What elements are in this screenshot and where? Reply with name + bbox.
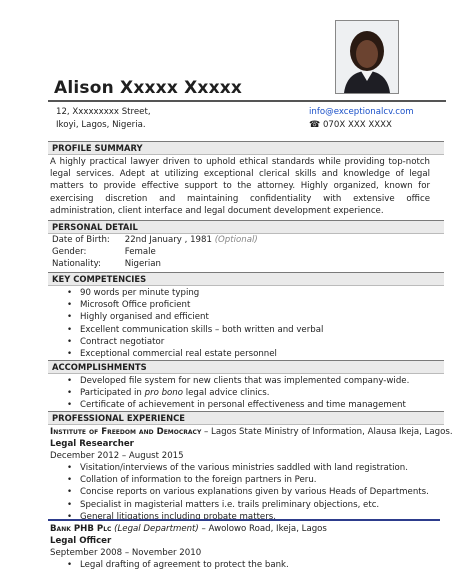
job1-dates: December 2012 – August 2015 bbox=[50, 451, 184, 461]
list-item: • Microsoft Office proficient bbox=[67, 300, 191, 311]
accomplishments-list bbox=[67, 375, 410, 412]
dob-value: 22nd January , 1981 bbox=[124, 235, 212, 245]
list-item: • Developed file system for new clients that was implemented company-wide. bbox=[67, 376, 410, 386]
section-heading-profile: PROFILE SUMMARY bbox=[48, 141, 444, 155]
address-line-2: Ikoyi, Lagos, Nigeria. bbox=[56, 120, 146, 130]
job-separator bbox=[48, 519, 440, 521]
job2-employer-line bbox=[50, 523, 327, 535]
job1-employer-line bbox=[50, 426, 453, 438]
list-item: • Excellent communication skills – both written and verbal bbox=[67, 324, 324, 335]
dob-row bbox=[52, 234, 258, 246]
address-line-1: 12, Xxxxxxxxx Street, bbox=[56, 107, 151, 117]
section-heading-experience: PROFESSIONAL EXPERIENCE bbox=[48, 411, 444, 425]
phone-number: 070X XXX XXXX bbox=[322, 120, 392, 130]
job2-dates: September 2008 – November 2010 bbox=[50, 548, 202, 558]
job2-employer: Bank PHB Plc bbox=[50, 524, 112, 534]
contact-block bbox=[309, 106, 414, 132]
address-block bbox=[56, 106, 151, 132]
job2-title: Legal Officer bbox=[50, 536, 112, 546]
job2-location: – Awolowo Road, Ikeja, Lagos bbox=[198, 524, 327, 534]
telephone-icon: ☎ bbox=[309, 120, 321, 130]
list-item: • Concise reports on various explanations given by various Heads of Departments. bbox=[67, 487, 429, 498]
list-item: • Highly organised and efficient bbox=[67, 312, 209, 323]
job2-department: (Legal Department) bbox=[111, 524, 199, 534]
list-item: • General litigations including probate matters. bbox=[67, 511, 276, 522]
header-divider bbox=[48, 100, 446, 102]
nationality-label: Nationality: bbox=[52, 259, 101, 269]
competencies-list bbox=[67, 287, 324, 360]
email-link[interactable]: info@exceptionalcv.com bbox=[309, 107, 414, 117]
profile-photo bbox=[335, 20, 399, 94]
job2-duties-list bbox=[67, 559, 289, 571]
candidate-name: Alison Xxxxx Xxxxx bbox=[54, 78, 243, 98]
gender-label: Gender: bbox=[52, 247, 87, 257]
gender-value: Female bbox=[124, 247, 156, 257]
list-item: • Legal drafting of agreement to protect the bank. bbox=[67, 560, 289, 570]
list-item: • Specialist in magisterial matters i.e. trails preliminary objections, etc. bbox=[67, 499, 380, 510]
gender-row bbox=[52, 246, 156, 258]
nationality-row bbox=[52, 258, 161, 270]
dob-note: (Optional) bbox=[214, 235, 258, 245]
list-item: • Exceptional commercial real estate personnel bbox=[67, 349, 277, 360]
list-item: • Contract negotiator bbox=[67, 336, 165, 347]
dob-label: Date of Birth: bbox=[52, 235, 110, 245]
list-item: • Visitation/interviews of the various ministries saddled with land registration. bbox=[67, 463, 408, 473]
section-heading-personal: PERSONAL DETAIL bbox=[48, 220, 444, 234]
job1-employer: Institute of Freedom and Democracy bbox=[50, 427, 202, 437]
job1-duties-list bbox=[67, 462, 429, 523]
profile-summary-text: A highly practical lawyer driven to uphold ethical standards while providing top-notch legal services. Adept at utilizing exceptional clerical skills and knowledge of legal matters to provide effective support to the attorney. Highly organized, known for exercising discretion and maintaining confidentiality with extensive office administration, client interface and legal document development experience. bbox=[50, 157, 430, 216]
list-item: • Participated in pro bono legal advice clinics. bbox=[67, 388, 270, 399]
section-heading-competencies: KEY COMPETENCIES bbox=[48, 272, 444, 286]
list-item: • 90 words per minute typing bbox=[67, 288, 200, 298]
phone-row bbox=[309, 119, 414, 132]
list-item: • Collation of information to the foreign partners in Peru. bbox=[67, 475, 317, 486]
job1-location: – Lagos State Ministry of Information, Alausa Ikeja, Lagos. bbox=[201, 427, 453, 437]
nationality-value: Nigerian bbox=[124, 259, 161, 269]
list-item: • Certificate of achievement in personal effectiveness and time management bbox=[67, 400, 406, 411]
section-heading-accomplishments: ACCOMPLISHMENTS bbox=[48, 360, 444, 374]
avatar bbox=[336, 21, 398, 93]
job1-title: Legal Researcher bbox=[50, 439, 134, 449]
